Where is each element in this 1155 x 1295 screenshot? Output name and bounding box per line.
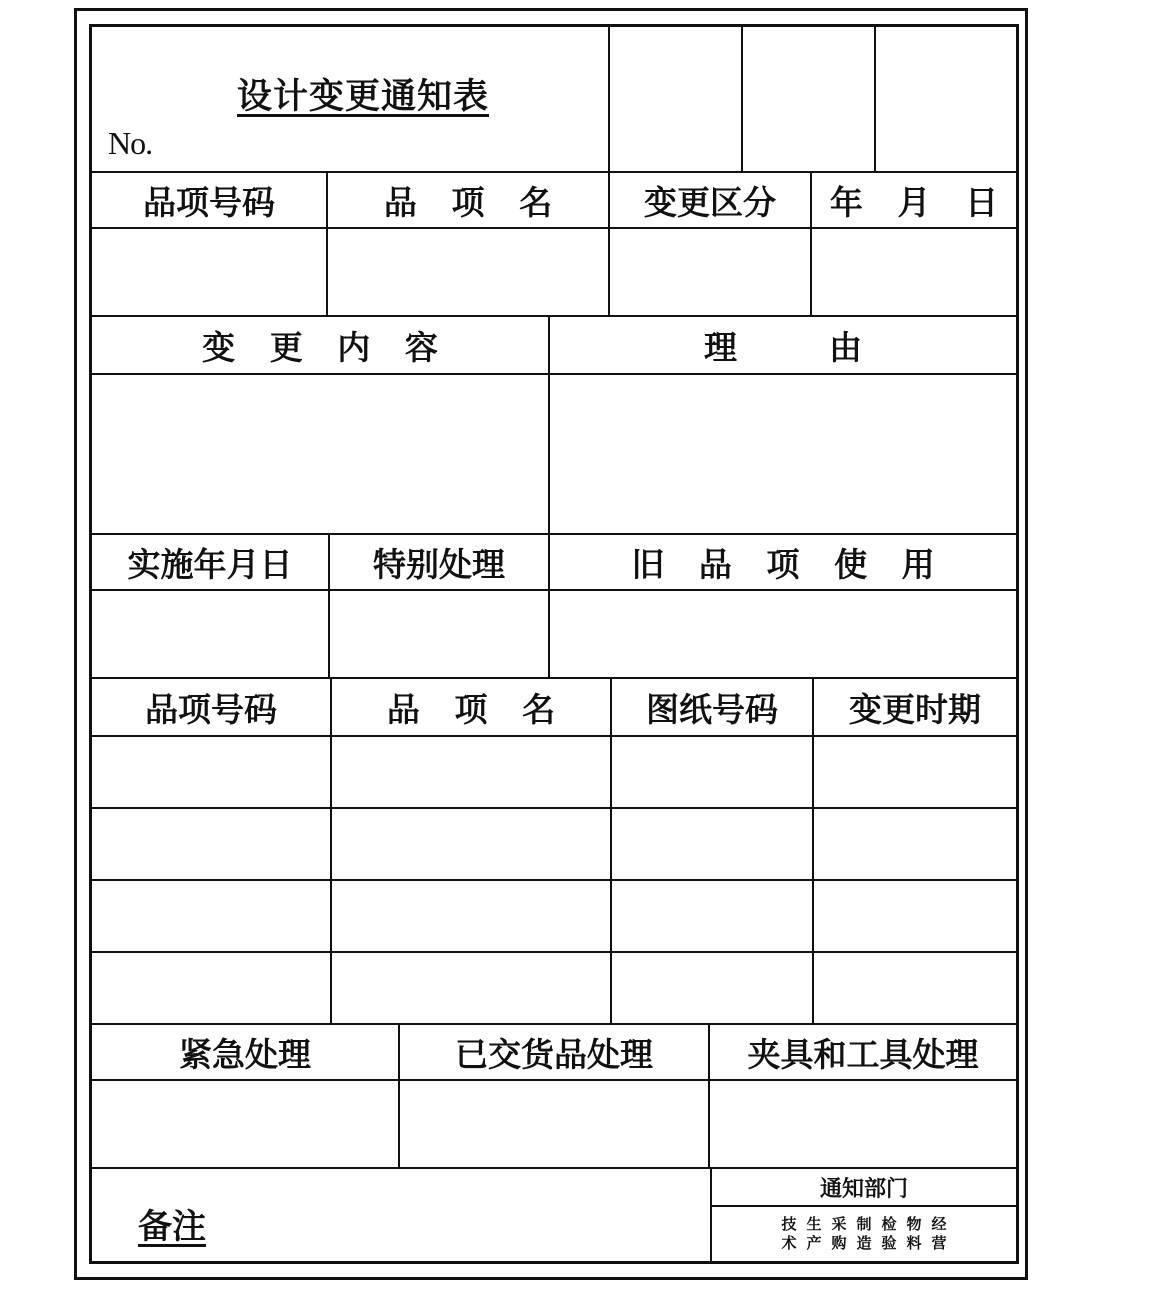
department-item: 制 造 (856, 1215, 872, 1252)
change-content-field[interactable] (92, 375, 550, 535)
change-content-label: 变 更 内 容 (92, 317, 550, 375)
change-notice-form (89, 24, 1019, 1264)
list-item-no-field[interactable] (92, 809, 332, 881)
list-item-no-field[interactable] (92, 881, 332, 953)
change-period-field[interactable] (814, 881, 1016, 953)
list-item-name-label: 品 项 名 (332, 679, 612, 737)
old-item-label: 旧 品 项 使 用 (550, 535, 1016, 591)
change-type-label: 变更区分 (610, 173, 812, 229)
impl-date-field[interactable] (92, 591, 330, 679)
content-header-row (92, 317, 1016, 375)
impl-header-row (92, 535, 1016, 591)
item-name-field[interactable] (328, 229, 610, 317)
list-item-name-field[interactable] (332, 809, 612, 881)
header-row (92, 27, 1016, 173)
department-item: 生 产 (806, 1215, 822, 1252)
dept-list (712, 1207, 1016, 1253)
department-item: 检 验 (881, 1215, 897, 1252)
item-no-label: 品项号码 (92, 173, 328, 229)
form-title: 设计变更通知表 (237, 76, 490, 117)
special-field[interactable] (330, 591, 550, 679)
date-field[interactable] (812, 229, 1016, 317)
item-no-field[interactable] (92, 229, 328, 317)
approval-box-3[interactable] (876, 27, 1016, 173)
urgent-label: 紧急处理 (92, 1025, 400, 1081)
impl-date-label: 实施年月日 (92, 535, 330, 591)
drawing-no-field[interactable] (612, 881, 814, 953)
approval-box-1[interactable] (610, 27, 743, 173)
drawing-no-field[interactable] (612, 953, 814, 1025)
date-label: 年 月 日 (812, 173, 1016, 229)
fixtures-field[interactable] (710, 1081, 1016, 1169)
old-item-field[interactable] (550, 591, 1016, 679)
department-item: 经 营 (931, 1215, 947, 1252)
list-item-no-field[interactable] (92, 737, 332, 809)
content-value-row (92, 375, 1016, 535)
list-item-name-field[interactable] (332, 953, 612, 1025)
handling-header-row (92, 1025, 1016, 1081)
department-item: 技 术 (781, 1215, 797, 1252)
reason-label: 理 由 (550, 317, 1016, 375)
change-period-field[interactable] (814, 809, 1016, 881)
table-row (92, 809, 1016, 881)
list-item-no-field[interactable] (92, 953, 332, 1025)
item-header-row (92, 173, 1016, 229)
reason-field[interactable] (550, 375, 1016, 535)
change-period-field[interactable] (814, 737, 1016, 809)
drawing-no-label: 图纸号码 (612, 679, 814, 737)
remarks-row (92, 1169, 1016, 1261)
approval-box-2[interactable] (743, 27, 876, 173)
title-cell (92, 27, 610, 173)
delivered-label: 已交货品处理 (400, 1025, 710, 1081)
list-item-no-label: 品项号码 (92, 679, 332, 737)
item-value-row (92, 229, 1016, 317)
table-row (92, 737, 1016, 809)
fixtures-label: 夹具和工具处理 (710, 1025, 1016, 1081)
list-item-name-field[interactable] (332, 881, 612, 953)
change-type-field[interactable] (610, 229, 812, 317)
delivered-field[interactable] (400, 1081, 710, 1169)
notify-dept-box (710, 1169, 1016, 1263)
department-item: 物 料 (906, 1215, 922, 1252)
change-period-label: 变更时期 (814, 679, 1016, 737)
urgent-field[interactable] (92, 1081, 400, 1169)
number-label: No. (108, 125, 153, 161)
table-row (92, 953, 1016, 1025)
handling-value-row (92, 1081, 1016, 1169)
drawing-no-field[interactable] (612, 737, 814, 809)
list-header-row (92, 679, 1016, 737)
drawing-no-field[interactable] (612, 809, 814, 881)
impl-value-row (92, 591, 1016, 679)
table-row (92, 881, 1016, 953)
remark-label: 备注 (138, 1207, 206, 1247)
item-name-label: 品 项 名 (328, 173, 610, 229)
change-period-field[interactable] (814, 953, 1016, 1025)
special-label: 特别处理 (330, 535, 550, 591)
notify-dept-label: 通知部门 (712, 1169, 1016, 1207)
list-item-name-field[interactable] (332, 737, 612, 809)
department-item: 采 购 (831, 1215, 847, 1252)
